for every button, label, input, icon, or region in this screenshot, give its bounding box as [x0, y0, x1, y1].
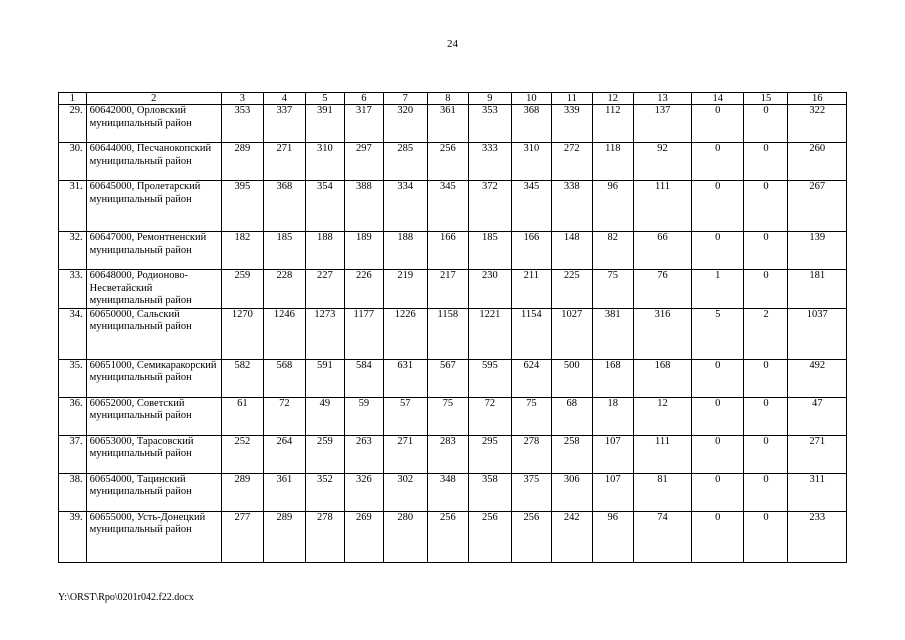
value-cell: 283: [427, 435, 468, 473]
value-cell: 66: [633, 232, 691, 270]
value-cell: 302: [383, 473, 427, 511]
value-cell: 322: [788, 105, 847, 143]
column-header: 15: [744, 93, 788, 105]
value-cell: 0: [692, 143, 744, 181]
value-cell: 269: [344, 511, 383, 562]
value-cell: 353: [221, 105, 263, 143]
value-cell: 252: [221, 435, 263, 473]
table-row: [59, 308, 847, 359]
value-cell: 92: [633, 143, 691, 181]
value-cell: 0: [692, 232, 744, 270]
column-header: 12: [592, 93, 633, 105]
value-cell: 259: [305, 435, 344, 473]
value-cell: 107: [592, 435, 633, 473]
value-cell: 256: [511, 511, 551, 562]
value-cell: 185: [468, 232, 511, 270]
column-header: 8: [427, 93, 468, 105]
value-cell: 295: [468, 435, 511, 473]
table-row: [59, 105, 847, 143]
value-cell: 5: [692, 308, 744, 359]
table-row: [59, 143, 847, 181]
row-number: 38.: [59, 473, 87, 511]
value-cell: 271: [788, 435, 847, 473]
column-header: 7: [383, 93, 427, 105]
value-cell: 166: [511, 232, 551, 270]
table-row: [59, 232, 847, 270]
district-name: 60642000, Орловский муниципальный район: [86, 105, 221, 143]
value-cell: 375: [511, 473, 551, 511]
value-cell: 0: [692, 473, 744, 511]
value-cell: 316: [633, 308, 691, 359]
value-cell: 0: [692, 105, 744, 143]
column-header: 4: [263, 93, 305, 105]
value-cell: 0: [744, 435, 788, 473]
value-cell: 259: [221, 270, 263, 309]
value-cell: 12: [633, 397, 691, 435]
value-cell: 112: [592, 105, 633, 143]
value-cell: 277: [221, 511, 263, 562]
row-number: 34.: [59, 308, 87, 359]
value-cell: 339: [551, 105, 592, 143]
value-cell: 278: [305, 511, 344, 562]
value-cell: 361: [427, 105, 468, 143]
value-cell: 1154: [511, 308, 551, 359]
column-header: 5: [305, 93, 344, 105]
table-row: [59, 359, 847, 397]
value-cell: 361: [263, 473, 305, 511]
value-cell: 297: [344, 143, 383, 181]
value-cell: 256: [427, 511, 468, 562]
column-header: 9: [468, 93, 511, 105]
value-cell: 166: [427, 232, 468, 270]
column-header: 11: [551, 93, 592, 105]
value-cell: 256: [427, 143, 468, 181]
column-header: 6: [344, 93, 383, 105]
value-cell: 188: [305, 232, 344, 270]
value-cell: 500: [551, 359, 592, 397]
row-number: 35.: [59, 359, 87, 397]
page-number: 24: [447, 38, 458, 50]
value-cell: 217: [427, 270, 468, 309]
column-header: 16: [788, 93, 847, 105]
value-cell: 0: [744, 105, 788, 143]
value-cell: 256: [468, 511, 511, 562]
row-number: 31.: [59, 181, 87, 232]
value-cell: 230: [468, 270, 511, 309]
value-cell: 1027: [551, 308, 592, 359]
value-cell: 258: [551, 435, 592, 473]
value-cell: 333: [468, 143, 511, 181]
value-cell: 168: [592, 359, 633, 397]
value-cell: 334: [383, 181, 427, 232]
value-cell: 0: [744, 359, 788, 397]
value-cell: 168: [633, 359, 691, 397]
value-cell: 492: [788, 359, 847, 397]
value-cell: 118: [592, 143, 633, 181]
value-cell: 81: [633, 473, 691, 511]
value-cell: 388: [344, 181, 383, 232]
value-cell: 1246: [263, 308, 305, 359]
district-name: 60644000, Песчанокопский муниципальный район: [86, 143, 221, 181]
value-cell: 72: [468, 397, 511, 435]
value-cell: 271: [383, 435, 427, 473]
value-cell: 75: [511, 397, 551, 435]
value-cell: 228: [263, 270, 305, 309]
value-cell: 595: [468, 359, 511, 397]
value-cell: 0: [692, 359, 744, 397]
value-cell: 111: [633, 181, 691, 232]
value-cell: 0: [692, 397, 744, 435]
value-cell: 271: [263, 143, 305, 181]
table-row: [59, 181, 847, 232]
value-cell: 358: [468, 473, 511, 511]
value-cell: 267: [788, 181, 847, 232]
district-name: 60645000, Пролетарский муниципальный район: [86, 181, 221, 232]
district-name: 60653000, Тарасовский муниципальный район: [86, 435, 221, 473]
district-name: 60655000, Усть-Донецкий муниципальный район: [86, 511, 221, 562]
value-cell: 185: [263, 232, 305, 270]
value-cell: 111: [633, 435, 691, 473]
value-cell: 181: [788, 270, 847, 309]
value-cell: 96: [592, 181, 633, 232]
value-cell: 289: [221, 473, 263, 511]
row-number: 32.: [59, 232, 87, 270]
value-cell: 96: [592, 511, 633, 562]
value-cell: 280: [383, 511, 427, 562]
district-name: 60648000, Родионово-Несветайский муниципальный район: [86, 270, 221, 309]
column-header: 3: [221, 93, 263, 105]
value-cell: 139: [788, 232, 847, 270]
value-cell: 72: [263, 397, 305, 435]
value-cell: 1273: [305, 308, 344, 359]
value-cell: 568: [263, 359, 305, 397]
value-cell: 338: [551, 181, 592, 232]
value-cell: 226: [344, 270, 383, 309]
value-cell: 107: [592, 473, 633, 511]
value-cell: 320: [383, 105, 427, 143]
column-header: 1: [59, 93, 87, 105]
value-cell: 0: [744, 270, 788, 309]
value-cell: 317: [344, 105, 383, 143]
value-cell: 0: [692, 511, 744, 562]
value-cell: 0: [744, 232, 788, 270]
value-cell: 75: [427, 397, 468, 435]
column-header: 13: [633, 93, 691, 105]
value-cell: 353: [468, 105, 511, 143]
value-cell: 47: [788, 397, 847, 435]
value-cell: 567: [427, 359, 468, 397]
row-number: 39.: [59, 511, 87, 562]
district-name: 60647000, Ремонтненский муниципальный район: [86, 232, 221, 270]
value-cell: 1221: [468, 308, 511, 359]
value-cell: 0: [744, 397, 788, 435]
value-cell: 345: [427, 181, 468, 232]
value-cell: 189: [344, 232, 383, 270]
value-cell: 148: [551, 232, 592, 270]
header-row: [59, 93, 847, 105]
value-cell: 1270: [221, 308, 263, 359]
value-cell: 18: [592, 397, 633, 435]
value-cell: 0: [692, 435, 744, 473]
value-cell: 0: [744, 181, 788, 232]
value-cell: 82: [592, 232, 633, 270]
value-cell: 348: [427, 473, 468, 511]
table-row: [59, 397, 847, 435]
district-name: 60650000, Сальский муниципальный район: [86, 308, 221, 359]
value-cell: 354: [305, 181, 344, 232]
value-cell: 242: [551, 511, 592, 562]
value-cell: 225: [551, 270, 592, 309]
value-cell: 227: [305, 270, 344, 309]
table-row: [59, 473, 847, 511]
value-cell: 391: [305, 105, 344, 143]
table-header: [59, 93, 847, 105]
value-cell: 372: [468, 181, 511, 232]
value-cell: 188: [383, 232, 427, 270]
row-number: 30.: [59, 143, 87, 181]
value-cell: 0: [744, 473, 788, 511]
value-cell: 0: [744, 511, 788, 562]
value-cell: 368: [511, 105, 551, 143]
value-cell: 272: [551, 143, 592, 181]
value-cell: 311: [788, 473, 847, 511]
row-number: 33.: [59, 270, 87, 309]
value-cell: 395: [221, 181, 263, 232]
value-cell: 368: [263, 181, 305, 232]
value-cell: 219: [383, 270, 427, 309]
value-cell: 233: [788, 511, 847, 562]
value-cell: 59: [344, 397, 383, 435]
value-cell: 289: [221, 143, 263, 181]
value-cell: 68: [551, 397, 592, 435]
value-cell: 591: [305, 359, 344, 397]
value-cell: 381: [592, 308, 633, 359]
table-row: [59, 511, 847, 562]
value-cell: 260: [788, 143, 847, 181]
value-cell: 263: [344, 435, 383, 473]
value-cell: 57: [383, 397, 427, 435]
value-cell: 182: [221, 232, 263, 270]
value-cell: 76: [633, 270, 691, 309]
value-cell: 0: [744, 143, 788, 181]
value-cell: 1226: [383, 308, 427, 359]
value-cell: 61: [221, 397, 263, 435]
value-cell: 49: [305, 397, 344, 435]
value-cell: 624: [511, 359, 551, 397]
value-cell: 352: [305, 473, 344, 511]
value-cell: 0: [692, 181, 744, 232]
value-cell: 289: [263, 511, 305, 562]
value-cell: 278: [511, 435, 551, 473]
row-number: 37.: [59, 435, 87, 473]
footer-file-path: Y:\ORST\Rpo\0201r042.f22.docx: [58, 592, 194, 603]
table-row: [59, 270, 847, 309]
table-row: [59, 435, 847, 473]
value-cell: 1177: [344, 308, 383, 359]
value-cell: 345: [511, 181, 551, 232]
value-cell: 1037: [788, 308, 847, 359]
value-cell: 631: [383, 359, 427, 397]
value-cell: 211: [511, 270, 551, 309]
table-body: [59, 105, 847, 563]
column-header: 2: [86, 93, 221, 105]
value-cell: 582: [221, 359, 263, 397]
value-cell: 337: [263, 105, 305, 143]
row-number: 29.: [59, 105, 87, 143]
district-name: 60654000, Тацинский муниципальный район: [86, 473, 221, 511]
value-cell: 137: [633, 105, 691, 143]
value-cell: 285: [383, 143, 427, 181]
value-cell: 326: [344, 473, 383, 511]
value-cell: 2: [744, 308, 788, 359]
row-number: 36.: [59, 397, 87, 435]
value-cell: 264: [263, 435, 305, 473]
column-header: 14: [692, 93, 744, 105]
data-table: [58, 92, 847, 563]
district-name: 60651000, Семикаракорский муниципальный район: [86, 359, 221, 397]
value-cell: 584: [344, 359, 383, 397]
value-cell: 310: [511, 143, 551, 181]
district-name: 60652000, Советский муниципальный район: [86, 397, 221, 435]
value-cell: 74: [633, 511, 691, 562]
value-cell: 306: [551, 473, 592, 511]
value-cell: 1158: [427, 308, 468, 359]
value-cell: 1: [692, 270, 744, 309]
value-cell: 75: [592, 270, 633, 309]
value-cell: 310: [305, 143, 344, 181]
column-header: 10: [511, 93, 551, 105]
